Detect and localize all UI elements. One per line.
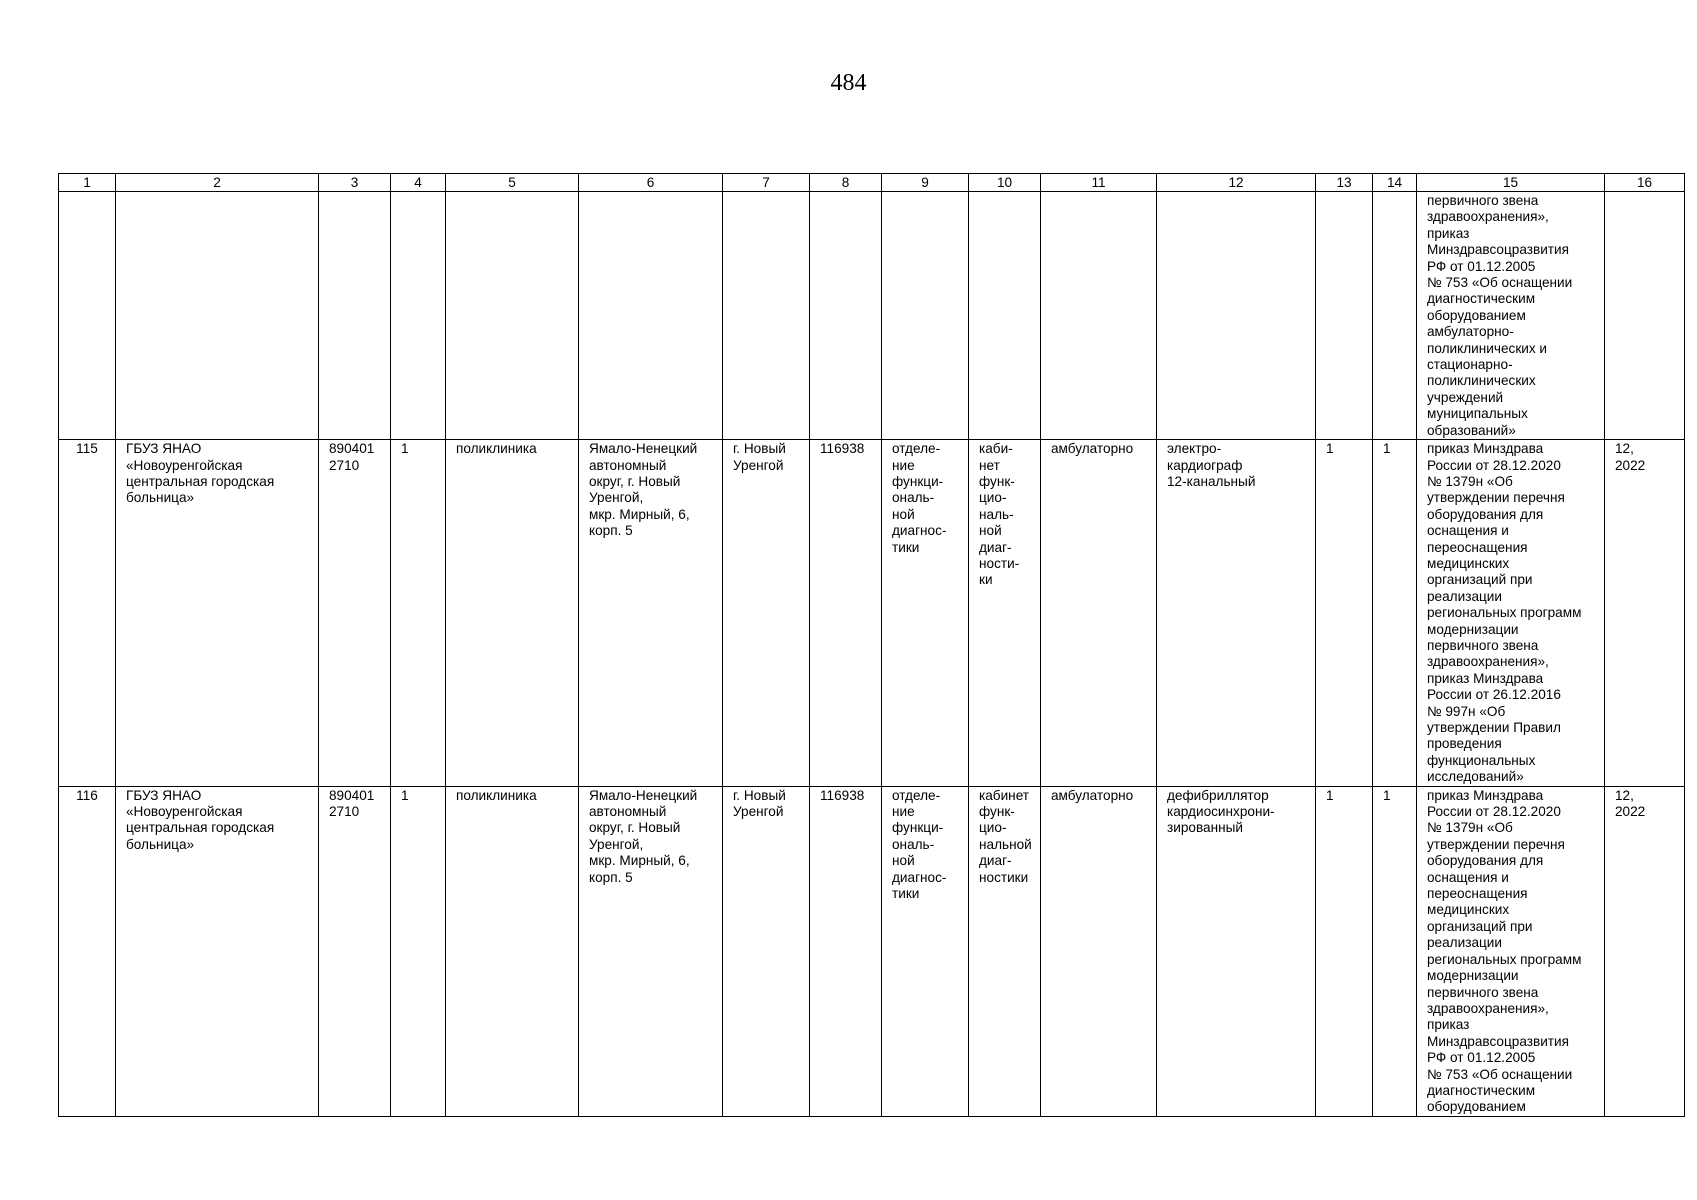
address-cell: Ямало-Ненецкий автономный округ, г. Новый Уренгой, мкр. Мирный, 6, корп. 5 [579, 786, 723, 1116]
facility-type-cell [446, 192, 579, 440]
date-cell: 12, 2022 [1605, 786, 1685, 1116]
table-row [59, 786, 1685, 1116]
department-cell [882, 192, 969, 440]
code-cell [810, 192, 882, 440]
column-header: 6 [579, 174, 723, 192]
regulation-cell: приказ Минздрава России от 28.12.2020 № 1379н «Об утверждении перечня оборудования для оснащения и переоснащения медицинских организаций при реализации региональных программ модернизации первичного звена здравоохранения», приказ Минздравсоцразвития РФ от 01.12.2005 № 753 «Об оснащении диагностическим оборудованием [1417, 786, 1605, 1116]
page-number: 484 [830, 70, 867, 96]
organization-cell: ГБУЗ ЯНАО «Новоуренгойская центральная городская больница» [116, 786, 319, 1116]
facility-type-cell: поликлиника [446, 440, 579, 787]
department-cell: отделе- ние функци- ональ- ной диагнос- тики [882, 440, 969, 787]
column-numbers-row [59, 174, 1685, 192]
column-header: 1 [59, 174, 116, 192]
table-cell: 1 [1373, 440, 1417, 787]
table-cell [1373, 192, 1417, 440]
regulation-cell: первичного звена здравоохранения», приказ Минздравсоцразвития РФ от 01.12.2005 № 753 «Об оснащении диагностическим оборудованием амбулаторно- поликлинических и стационарно- поликлинических учреждений муниципальных образований» [1417, 192, 1605, 440]
date-cell: 12, 2022 [1605, 440, 1685, 787]
column-header: 12 [1157, 174, 1316, 192]
room-cell [969, 192, 1041, 440]
city-cell [723, 192, 810, 440]
table-cell: 1 [1316, 786, 1373, 1116]
facility-type-cell: поликлиника [446, 786, 579, 1116]
column-header: 5 [446, 174, 579, 192]
regulation-cell: приказ Минздрава России от 28.12.2020 № 1379н «Об утверждении перечня оборудования для оснащения и переоснащения медицинских организаций при реализации региональных программ модернизации первичного звена здравоохранения», приказ Минздрава России от 26.12.2016 № 997н «Об утверждении Правил проведения функциональных исследований» [1417, 440, 1605, 787]
row-number-cell: 115 [59, 440, 116, 787]
table-cell: 1 [1373, 786, 1417, 1116]
column-header: 9 [882, 174, 969, 192]
equipment-cell: электро- кардиограф 12-канальный [1157, 440, 1316, 787]
equipment-cell [1157, 192, 1316, 440]
address-cell: Ямало-Ненецкий автономный округ, г. Новый Уренгой, мкр. Мирный, 6, корп. 5 [579, 440, 723, 787]
inn-cell: 890401 2710 [319, 440, 391, 787]
room-cell: кабинет функ- цио- нальной диаг- ностики [969, 786, 1041, 1116]
table-row [59, 440, 1685, 787]
column-header: 7 [723, 174, 810, 192]
department-cell: отделе- ние функци- ональ- ной диагнос- тики [882, 786, 969, 1116]
room-cell: каби- нет функ- цио- наль- ной диаг- ности- ки [969, 440, 1041, 787]
column-header: 13 [1316, 174, 1373, 192]
table-cell: 1 [391, 786, 446, 1116]
column-header: 15 [1417, 174, 1605, 192]
care-form-cell: амбулаторно [1041, 786, 1157, 1116]
care-form-cell [1041, 192, 1157, 440]
column-header: 11 [1041, 174, 1157, 192]
row-number-cell: 116 [59, 786, 116, 1116]
code-cell: 116938 [810, 440, 882, 787]
inn-cell [319, 192, 391, 440]
date-cell [1605, 192, 1685, 440]
inn-cell: 890401 2710 [319, 786, 391, 1116]
table-cell: 1 [1316, 440, 1373, 787]
city-cell: г. Новый Уренгой [723, 440, 810, 787]
care-form-cell: амбулаторно [1041, 440, 1157, 787]
column-header: 4 [391, 174, 446, 192]
city-cell: г. Новый Уренгой [723, 786, 810, 1116]
column-header: 10 [969, 174, 1041, 192]
equipment-cell: дефибриллятор кардиосинхрони- зированный [1157, 786, 1316, 1116]
address-cell [579, 192, 723, 440]
organization-cell: ГБУЗ ЯНАО «Новоуренгойская центральная городская больница» [116, 440, 319, 787]
row-number-cell [59, 192, 116, 440]
column-header: 16 [1605, 174, 1685, 192]
column-header: 3 [319, 174, 391, 192]
table-row-continuation [59, 192, 1685, 440]
table-cell: 1 [391, 440, 446, 787]
code-cell: 116938 [810, 786, 882, 1116]
table-cell [1316, 192, 1373, 440]
organization-cell [116, 192, 319, 440]
table-cell [391, 192, 446, 440]
column-header: 14 [1373, 174, 1417, 192]
column-header: 8 [810, 174, 882, 192]
column-header: 2 [116, 174, 319, 192]
equipment-table [58, 173, 1685, 1117]
